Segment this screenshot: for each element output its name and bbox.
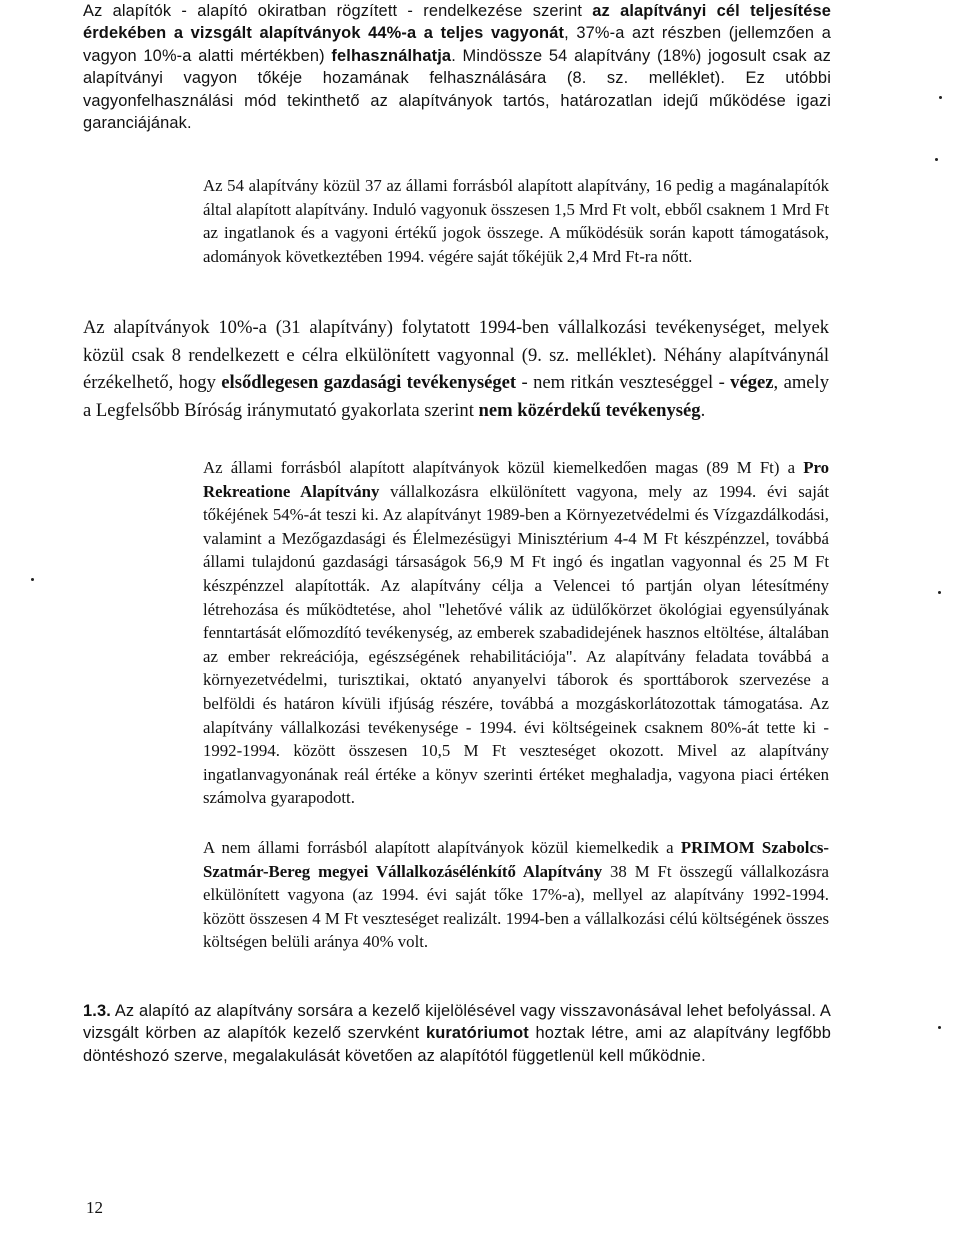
- text-run: Az alapítók - alapító okiratban rögzített - rendelkezése szerint: [83, 2, 593, 20]
- emphasis-text: az alapítványi cél teljesítése érdekében a vizsgált alapítványok 44%-a a teljes vagyonát: [83, 2, 831, 43]
- text-run: hoztak létre, ami az alapítvány legfőbb döntéshozó szerve, megalakulását követően az alapítótól függetlenül kell működnie.: [83, 1024, 831, 1065]
- page-number: 12: [86, 1198, 103, 1217]
- text-run: Az 54 alapítvány közül 37 az állami forrásból alapított alapítvány, 16 pedig a magánalapítók által alapított alapítvány. Induló vagyonuk összesen 1,5 Mrd Ft volt, ebből csaknem 1 Mrd Ft az ingatlanok és a vagyoni értékű jogok összege. A működésük során kapott támogatások, adományok következtében 1994. végére saját tőkéjük 2,4 Mrd Ft-ra nőtt.: [203, 176, 829, 266]
- scan-speck: [938, 1026, 941, 1029]
- text-run: Az állami forrásból alapított alapítványok közül kiemelkedően magas (89 M Ft) a: [203, 458, 804, 477]
- emphasis-text: kuratóriumot: [425, 1024, 529, 1043]
- text-run: , amely a Legfelsőbb Bíróság iránymutató gyakorlata szerint: [83, 372, 829, 421]
- paragraph-primom: [203, 836, 829, 954]
- text-run: - nem ritkán veszteséggel -: [516, 372, 731, 394]
- text-run: Az alapítványok 10%-a (31 alapítvány) folytatott 1994-ben vállalkozási tevékenységet, melyek közül csak 8 rendelkezett e célra elkülönített vagyonnal (9. sz. melléklet). Néhány alapítványnál érzékelhető, hogy: [83, 317, 829, 394]
- scan-speck: [935, 158, 938, 161]
- emphasis-text: PRIMOM Szabolcs-Szatmár-Bereg megyei Vállalkozásélénkítő Alapítvány: [203, 838, 830, 881]
- emphasis-text: felhasználhatja: [331, 46, 452, 65]
- paragraph-section-1-3: [83, 1000, 831, 1067]
- text-run: Az alapító az alapítvány sorsára a kezelő kijelölésével vagy visszavonásával lehet befolyással. A vizsgált körben az alapítók kezelő szervként: [83, 1002, 831, 1043]
- scan-speck: [31, 578, 34, 581]
- text-run: A nem állami forrásból alapított alapítványok közül kiemelkedik a: [203, 838, 681, 857]
- paragraph-business-activity: [83, 314, 829, 424]
- scan-speck: [939, 96, 942, 99]
- text-run: .: [700, 399, 706, 421]
- emphasis-text: elsődlegesen gazdasági tevékenységet: [221, 372, 517, 394]
- text-run: 38 M Ft összegű vállalkozásra elkülönített vagyona (az 1994. évi saját tőke 17%-a), mellyel az alapítvány 1992-1994. között összesen 4 M Ft veszteséget realizált. 1994-ben a vállalkozási célú költségének összes költségen belüli aránya 40% volt.: [203, 861, 830, 952]
- emphasis-text: Pro Rekreatione Alapítvány: [203, 458, 829, 501]
- emphasis-text: nem közérdekű tevékenység: [478, 399, 701, 421]
- text-run: vállalkozásra elkülönített vagyona, mely az 1994. évi saját tőkéjének 54%-át teszi ki. Az alapítványt 1989-ben a Környezetvédelmi és Vízgazdálkodási, valamint a Mezőgazdasági és Élelmezésügyi Minisztérium 4-4 M Ft készpénzzel, továbbá állami tulajdonú gazdasági társaságok 56,9 M Ft ingó és ingatlan vagyonnal és 25 M Ft készpénzzel alapították. Az alapítvány célja a Velencei tó partján olyan létesítmény létrehozása és működtetése, ahol "lehetővé válik az üdülőkörzet ökológiai egyensúlyának fenntartását előmozdító tevékenység, az emberek szabadidejének hasznos eltöltése, általában az ember rekreációja, egészségének rehabilitációja". Az alapítvány feladata továbbá a környezetvédelmi, turisztikai, oktató anyanyelvi táborok és sporttáborok szervezése a belföldi és határon kívüli ifjúság részére, továbbá a mozgáskorlátozottak támogatása. Az alapítvány vállalkozási tevékenysége - 1994. évi költségeinek csaknem 80%-át tette ki - 1992-1994. között összesen 10,5 M Ft veszteséget okozott. Mivel az alapítvány ingatlanvagyonának reál értéke a könyv szerinti értéket meghaladja, vagyona piaci értéken számolva gyarapodott.: [203, 481, 829, 808]
- paragraph-founders-provisions: [83, 0, 831, 134]
- scan-speck: [938, 591, 941, 594]
- emphasis-text: végez: [730, 372, 774, 394]
- text-run: , 37%-a azt részben (jellemzően a vagyon 10%-a alatti mértékben): [83, 24, 831, 65]
- paragraph-pro-rekreatione: [203, 456, 829, 810]
- paragraph-54-foundations: [203, 174, 829, 268]
- section-number: 1.3.: [83, 1002, 111, 1020]
- text-run: . Mindössze 54 alapítvány (18%) jogosult csak az alapítványi vagyon tőkéje hozamának felhasználására (8. sz. melléklet). Ez utóbbi vagyonfelhasználási mód tekinthető az alapítványok tartós, határozatlan idejű működése igazi garanciájának.: [83, 46, 831, 133]
